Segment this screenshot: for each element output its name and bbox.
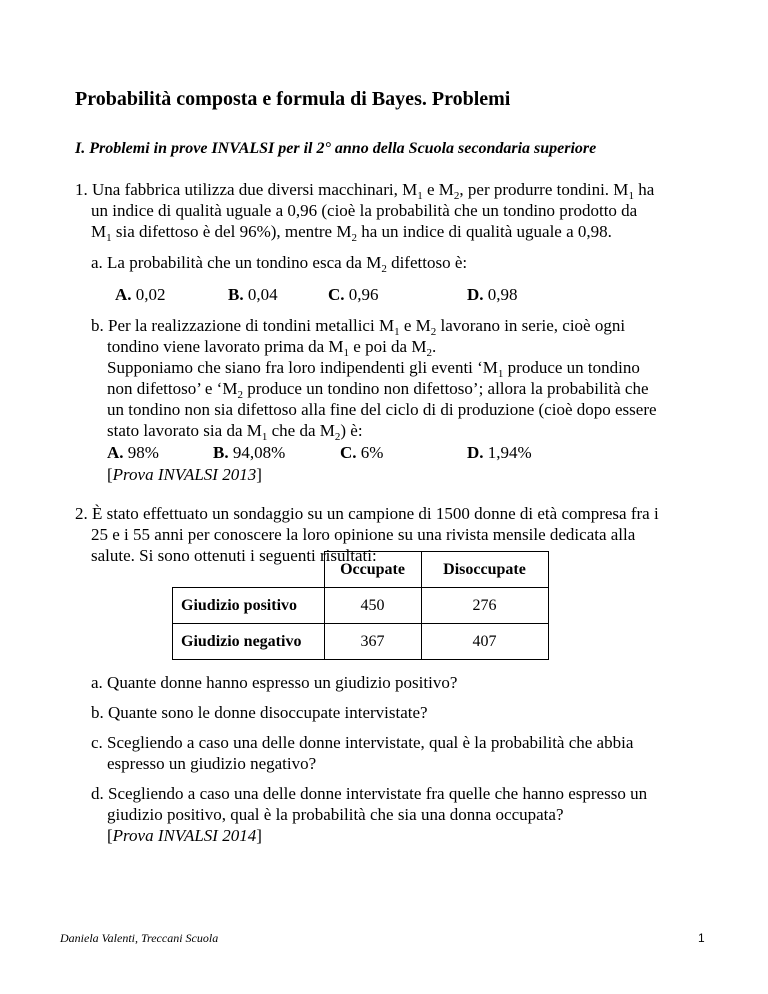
row-label-negativo: Giudizio negativo — [173, 624, 325, 660]
column-header-disoccupate: Disoccupate — [421, 552, 548, 588]
problem-1-question-b-line-6: stato lavorato sia da $M_1$ che da $M_2$) è: — [107, 421, 363, 443]
table-row — [173, 624, 549, 660]
problem-2-line-3: salute. Si sono ottenuti i seguenti risultati: — [91, 546, 377, 565]
problem-2-number: 2. — [75, 504, 88, 523]
problem-2-question-d-line-1: d. Scegliendo a caso una delle donne intervistate fra quelle che hanno espresso un — [91, 784, 648, 803]
problem-1-line-1: 1. Una fabbrica utilizza due diversi macchinari, $M_1$ e $M_2$, per produrre tondini. $M_1$ ha — [75, 180, 655, 202]
results-table — [172, 551, 549, 660]
page-footer-author: Daniela Valenti, Treccani Scuola — [60, 931, 219, 945]
problem-2-question-d-line-2: giudizio positivo, qual è la probabilità che sia una donna occupata? — [107, 805, 564, 824]
problem-2-source: [Prova INVALSI 2014] — [107, 826, 262, 845]
section-heading: I. Problemi in prove INVALSI per il 2° anno della Scuola secondaria superiore — [75, 140, 597, 157]
table-corner-cell — [173, 552, 325, 588]
problem-1-question-b-line-3: Supponiamo che siano fra loro indipendenti gli eventi ‘$M_1$ produce un tondino — [107, 358, 640, 380]
table-cell: 367 — [324, 624, 421, 660]
table-cell: 276 — [421, 588, 548, 624]
problem-2-question-c-line-1: c. Scegliendo a caso una delle donne intervistate, qual è la probabilità che abbia — [91, 733, 634, 752]
problem-2-question-c-line-2: espresso un giudizio negativo? — [107, 754, 317, 773]
problem-1-question-b-line-5: un tondino non sia difettoso alla fine del ciclo di di produzione (cioè dopo essere — [107, 400, 657, 419]
problem-2-question-b: b. Quante sono le donne disoccupate intervistate? — [91, 703, 428, 722]
table-row — [173, 588, 549, 624]
problem-1-source: [Prova INVALSI 2013] — [107, 465, 262, 484]
problem-2-question-a: a. Quante donne hanno espresso un giudizio positivo? — [91, 673, 458, 692]
problem-1-question-b-line-2: tondino viene lavorato prima da $M_1$ e poi da $M_2$. — [107, 337, 437, 359]
option-a-c: C. 0,96 — [328, 285, 379, 304]
option-b-a: A. 98% — [107, 443, 159, 462]
column-header-occupate: Occupate — [324, 552, 421, 588]
option-b-c: C. 6% — [340, 443, 384, 462]
problem-1-line-3: $M_1$ sia difettoso è del 96%), mentre $M_2$ ha un indice di qualità uguale a 0,98. — [91, 222, 612, 244]
table-header-row — [173, 552, 549, 588]
document-title: Probabilità composta e formula di Bayes. Problemi — [75, 88, 511, 110]
problem-1-question-a: a. La probabilità che un tondino esca da $M_2$ difettoso è: — [91, 253, 468, 275]
problem-1-question-b-line-4: non difettoso’ e ‘$M_2$ produce un tondino non difettoso’; allora la probabilità che — [107, 379, 649, 401]
option-a-a: A. 0,02 — [115, 285, 166, 304]
problem-2-line-2: 25 e i 55 anni per conoscere la loro opinione su una rivista mensile dedicata alla — [91, 525, 636, 544]
problem-1-number: 1. — [75, 180, 88, 199]
page-number: 1 — [698, 931, 705, 945]
option-a-b: B. 0,04 — [228, 285, 278, 304]
row-label-positivo: Giudizio positivo — [173, 588, 325, 624]
option-b-b: B. 94,08% — [213, 443, 286, 462]
problem-2-line-1: 2. È stato effettuato un sondaggio su un campione di 1500 donne di età compresa fra i — [75, 504, 659, 523]
problem-1-question-b-line-1: b. Per la realizzazione di tondini metallici $M_1$ e $M_2$ lavorano in serie, cioè ogni — [91, 316, 626, 338]
option-a-d: D. 0,98 — [467, 285, 518, 304]
problem-1-line-2: un indice di qualità uguale a 0,96 (cioè la probabilità che un tondino prodotto da — [91, 201, 638, 220]
option-b-d: D. 1,94% — [467, 443, 532, 462]
table-cell: 450 — [324, 588, 421, 624]
table-cell: 407 — [421, 624, 548, 660]
